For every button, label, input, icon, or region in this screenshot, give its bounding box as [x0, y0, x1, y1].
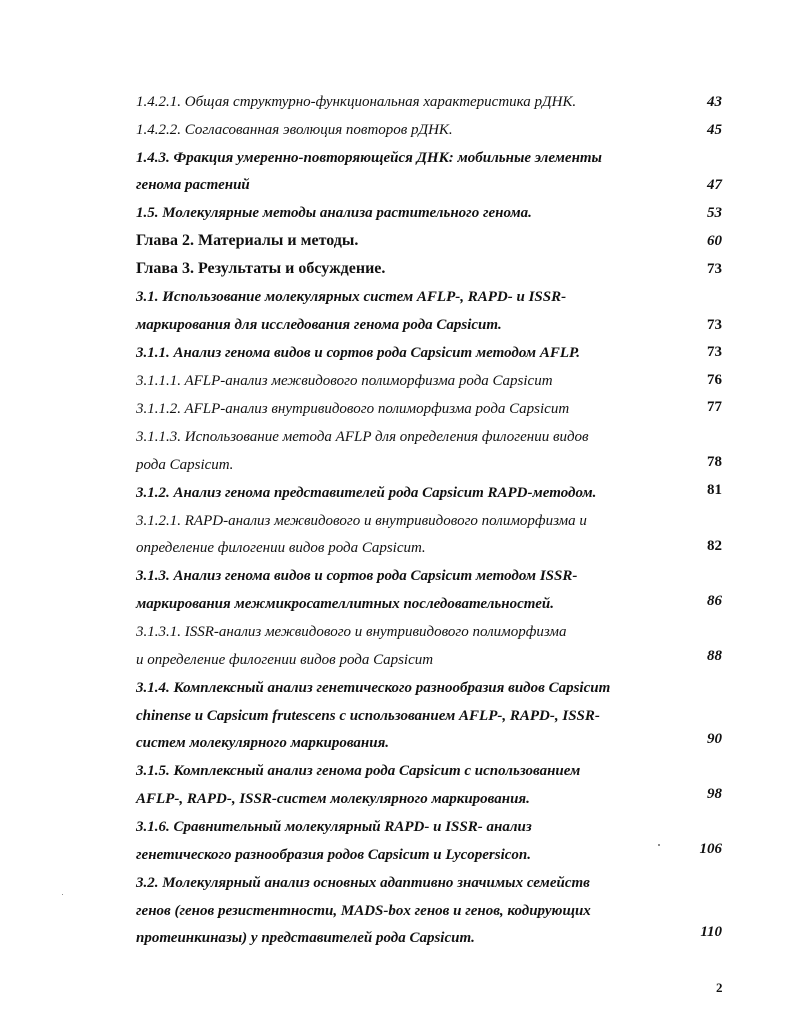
toc-line: и определение филогении видов рода Capsicum: [136, 652, 434, 668]
toc-line: систем молекулярного маркирования.: [136, 735, 390, 751]
toc-line: 3.1.1.2. AFLP-анализ внутривидового полиморфизма рода Capsicum: [136, 401, 570, 417]
toc-page-number: 98: [707, 786, 722, 802]
toc-line: 3.1.6. Сравнительный молекулярный RAPD- и ISSR- анализ: [136, 819, 532, 835]
toc-line: 1.4.2.2. Согласованная эволюция повторов рДНК.: [136, 122, 453, 138]
toc-line: определение филогении видов рода Capsicum.: [136, 540, 426, 556]
toc-page-number: 88: [707, 648, 722, 664]
toc-page-number: 73: [707, 344, 722, 360]
toc-page-number: 76: [707, 372, 722, 388]
toc-page-number: 90: [707, 731, 722, 747]
toc-line: рода Capsicum.: [136, 457, 234, 473]
toc-line: генов (генов резистентности, MADS-box генов и генов, кодирующих: [136, 903, 591, 919]
toc-page-number: 73: [707, 261, 722, 277]
toc-line: 3.1.3. Анализ генома видов и сортов рода Capsicum методом ISSR-: [136, 568, 578, 584]
toc-page-number: 106: [699, 841, 722, 857]
toc-page-number: 86: [707, 593, 722, 609]
toc-page-number: 81: [707, 482, 722, 498]
toc-page-number: 47: [707, 177, 722, 193]
toc-line: 3.1.1. Анализ генома видов и сортов рода Capsicum методом AFLP.: [136, 345, 580, 361]
toc-page-number: 73: [707, 317, 722, 333]
toc-line: 3.2. Молекулярный анализ основных адаптивно значимых семейств: [136, 875, 590, 891]
toc-page-number: 60: [707, 233, 722, 249]
toc-page-number: 77: [707, 399, 722, 415]
toc-line: 1.5. Молекулярные методы анализа растительного генома.: [136, 205, 532, 221]
toc-page-number: 45: [707, 122, 722, 138]
toc-line: AFLP-, RAPD-, ISSR-систем молекулярного маркирования.: [136, 791, 530, 807]
toc-page-number: 43: [707, 94, 722, 110]
toc-line: 3.1.5. Комплексный анализ генома рода Capsicum с использованием: [136, 763, 581, 779]
toc-line: 3.1.4. Комплексный анализ генетического разнообразия видов Capsicum: [136, 680, 611, 696]
toc-page-number: 78: [707, 454, 722, 470]
toc-line: 3.1.2.1. RAPD-анализ межвидового и внутривидового полиморфизма и: [136, 513, 587, 529]
scan-speck: [62, 894, 63, 895]
toc-chapter: Глава 3. Результаты и обсуждение.: [136, 260, 386, 277]
toc-chapter: Глава 2. Материалы и методы.: [136, 232, 359, 249]
toc-line: 1.4.3. Фракция умеренно-повторяющейся ДНК: мобильные элементы: [136, 150, 602, 166]
toc-line: генома растений: [136, 177, 250, 193]
toc-page-number: 110: [700, 924, 722, 940]
scan-speck: [658, 844, 660, 846]
toc-line: 3.1.2. Анализ генома представителей рода Capsicum RAPD-методом.: [136, 485, 597, 501]
toc-line: маркирования для исследования генома рода Capsicum.: [136, 317, 502, 333]
footer-page-number: 2: [716, 980, 723, 995]
toc-line: 3.1.3.1. ISSR-анализ межвидового и внутривидового полиморфизма: [136, 624, 567, 640]
toc-line: маркирования межмикросателлитных последовательностей.: [136, 596, 554, 612]
toc-page-number: 53: [707, 205, 722, 221]
toc-line: генетического разнообразия родов Capsicum и Lycopersicon.: [136, 847, 532, 863]
toc-line: 3.1. Использование молекулярных систем AFLP-, RAPD- и ISSR-: [136, 289, 567, 305]
toc-line: 3.1.1.3. Использование метода AFLP для определения филогении видов: [136, 429, 589, 445]
toc-line: 3.1.1.1. AFLP-анализ межвидового полиморфизма рода Capsicum: [136, 373, 553, 389]
toc-page-number: 82: [707, 538, 722, 554]
toc-line: 1.4.2.1. Общая структурно-функциональная характеристика рДНК.: [136, 94, 577, 110]
toc-line: chinense и Capsicum frutescens с использованием AFLP-, RAPD-, ISSR-: [136, 708, 600, 724]
toc-line: протеинкиназы) у представителей рода Capsicum.: [136, 930, 475, 946]
